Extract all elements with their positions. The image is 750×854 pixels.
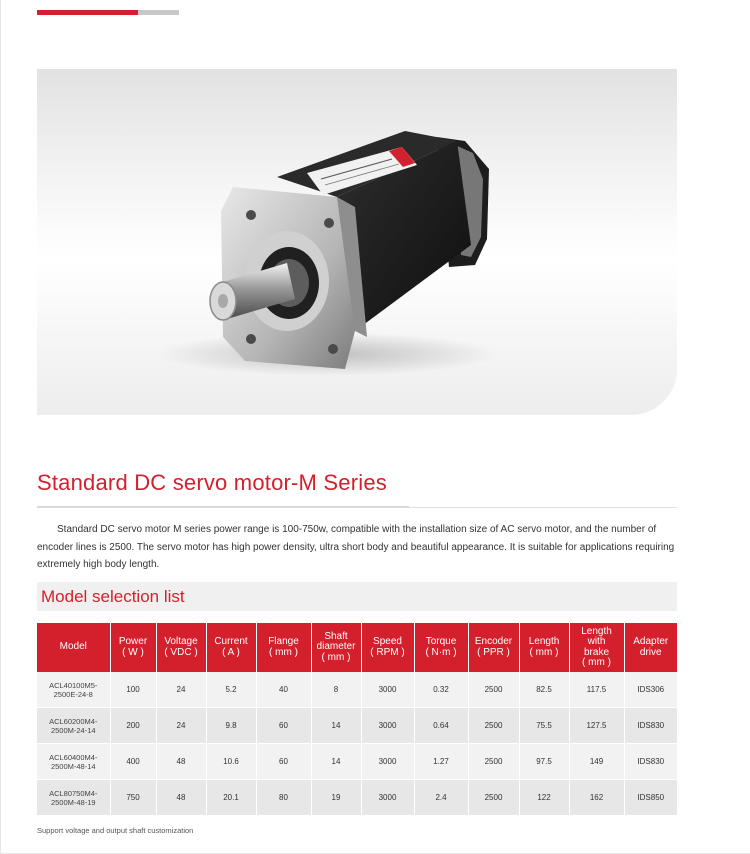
- table-cell: 3000: [361, 780, 414, 816]
- table-cell: 97.5: [519, 744, 569, 780]
- page-title: Standard DC servo motor-M Series: [37, 470, 387, 495]
- table-cell: IDS830: [624, 708, 677, 744]
- top-accent-bar: [37, 10, 179, 15]
- table-cell: 60: [256, 708, 311, 744]
- table-row: [37, 744, 677, 780]
- table-cell: 149: [569, 744, 624, 780]
- table-cell: 60: [256, 744, 311, 780]
- table-header-row: [37, 623, 677, 672]
- table-cell: 9.8: [206, 708, 256, 744]
- table-cell: 162: [569, 780, 624, 816]
- column-header: Torque ( N·m ): [414, 623, 468, 672]
- table-cell: 82.5: [519, 672, 569, 708]
- product-image-panel: [37, 69, 677, 415]
- table-cell: 3000: [361, 744, 414, 780]
- table-cell: 14: [311, 744, 361, 780]
- table-cell: 400: [110, 744, 156, 780]
- column-header: Model: [37, 623, 110, 672]
- table-cell-model: ACL60200M4- 2500M-24-14: [37, 708, 110, 744]
- table-cell: 3000: [361, 708, 414, 744]
- table-cell: 48: [156, 744, 206, 780]
- column-header: Flange ( mm ): [256, 623, 311, 672]
- table-cell: IDS830: [624, 744, 677, 780]
- table-cell: 100: [110, 672, 156, 708]
- column-header: Shaft diameter ( mm ): [311, 623, 361, 672]
- column-header: Length ( mm ): [519, 623, 569, 672]
- section-title: Model selection list: [37, 582, 677, 611]
- table-cell: 75.5: [519, 708, 569, 744]
- table-cell: 8: [311, 672, 361, 708]
- table-row: [37, 780, 677, 816]
- table-cell: 3000: [361, 672, 414, 708]
- table-cell: 2500: [468, 672, 519, 708]
- table-cell: 48: [156, 780, 206, 816]
- column-header: Voltage ( VDC ): [156, 623, 206, 672]
- table-cell: 750: [110, 780, 156, 816]
- column-header: Power ( W ): [110, 623, 156, 672]
- table-cell: 14: [311, 708, 361, 744]
- table-cell: 2500: [468, 744, 519, 780]
- table-cell: 24: [156, 708, 206, 744]
- accent-bar-grey: [138, 10, 179, 15]
- table-cell: 80: [256, 780, 311, 816]
- table-cell: 19: [311, 780, 361, 816]
- table-cell: 2.4: [414, 780, 468, 816]
- table-cell: 5.2: [206, 672, 256, 708]
- table-cell-model: ACL40100M5- 2500E-24-8: [37, 672, 110, 708]
- table-row: [37, 672, 677, 708]
- column-header: Encoder ( PPR ): [468, 623, 519, 672]
- table-cell: IDS306: [624, 672, 677, 708]
- title-divider: [37, 507, 677, 508]
- column-header: Length with brake ( mm ): [569, 623, 624, 672]
- column-header: Adapter drive: [624, 623, 677, 672]
- table-cell: IDS850: [624, 780, 677, 816]
- table-cell: 20.1: [206, 780, 256, 816]
- servo-motor-icon: [37, 69, 677, 415]
- table-cell: 200: [110, 708, 156, 744]
- table-row: [37, 708, 677, 744]
- table-cell: 122: [519, 780, 569, 816]
- table-cell: 127.5: [569, 708, 624, 744]
- table-cell-model: ACL80750M4- 2500M-48-19: [37, 780, 110, 816]
- table-cell: 2500: [468, 780, 519, 816]
- table-cell: 24: [156, 672, 206, 708]
- accent-bar-red: [37, 10, 138, 15]
- column-header: Speed ( RPM ): [361, 623, 414, 672]
- table-cell-model: ACL60400M4- 2500M-48-14: [37, 744, 110, 780]
- table-cell: 10.6: [206, 744, 256, 780]
- table-cell: 40: [256, 672, 311, 708]
- table-cell: 0.32: [414, 672, 468, 708]
- table-cell: 2500: [468, 708, 519, 744]
- model-selection-table: [37, 623, 677, 816]
- table-cell: 1.27: [414, 744, 468, 780]
- footnote: Support voltage and output shaft customization: [37, 826, 194, 835]
- product-description: Standard DC servo motor M series power range is 100-750w, compatible with the installation size of AC servo motor, and the number of encoder lines is 2500. The servo motor has high power density, ultra short body and beautiful appearance. It is suitable for applications requiring extremely high body length.: [37, 524, 675, 570]
- column-header: Current ( A ): [206, 623, 256, 672]
- table-cell: 0.64: [414, 708, 468, 744]
- table-cell: 117.5: [569, 672, 624, 708]
